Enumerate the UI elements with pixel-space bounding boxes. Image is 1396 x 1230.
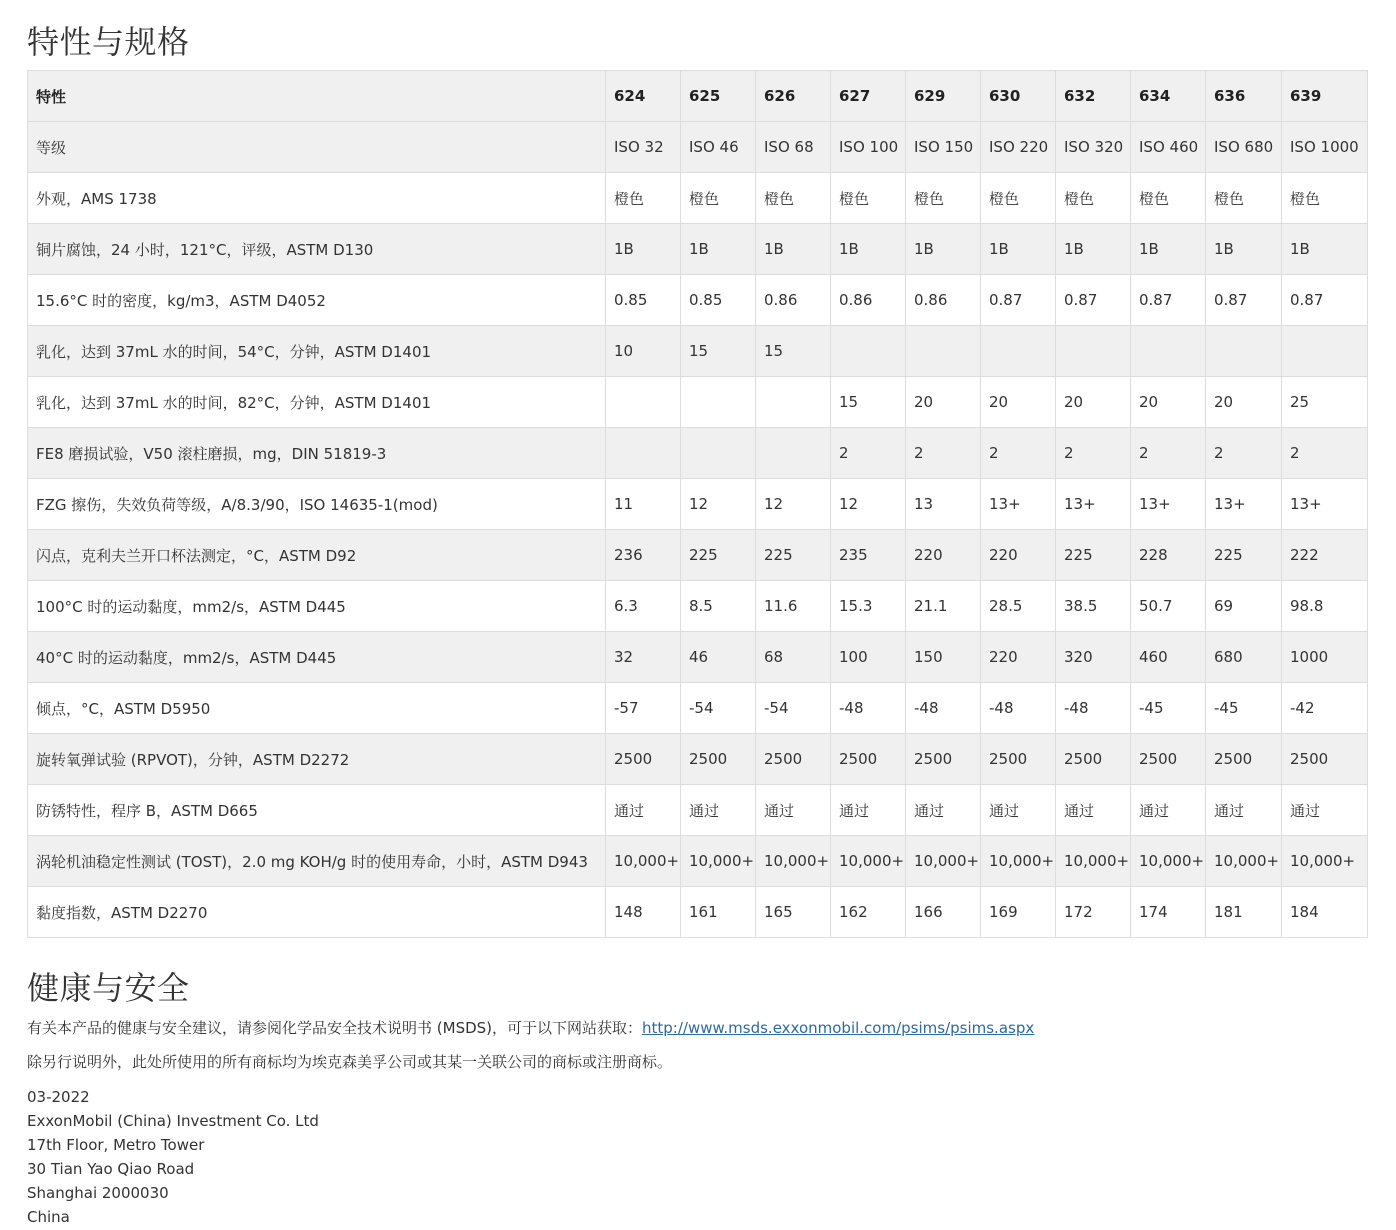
header-grade: 626 (756, 71, 831, 122)
value-cell: -45 (1206, 683, 1282, 734)
address-city: Shanghai 2000030 (27, 1184, 169, 1202)
table-row (28, 173, 1368, 224)
table-row (28, 326, 1368, 377)
value-cell: ISO 68 (756, 122, 831, 173)
value-cell: 28.5 (981, 581, 1056, 632)
trademark-paragraph: 除另行说明外，此处所使用的所有商标均为埃克森美孚公司或其某一关联公司的商标或注册商标。 (27, 1053, 673, 1071)
value-cell: -54 (756, 683, 831, 734)
value-cell: 通过 (681, 785, 756, 836)
value-cell: 12 (756, 479, 831, 530)
value-cell: 通过 (756, 785, 831, 836)
value-cell: 2500 (1206, 734, 1282, 785)
value-cell: 98.8 (1282, 581, 1368, 632)
value-cell: 236 (606, 530, 681, 581)
value-cell: 橙色 (1056, 173, 1131, 224)
value-cell: 1B (831, 224, 906, 275)
value-cell: 0.87 (1206, 275, 1282, 326)
table-row (28, 428, 1368, 479)
value-cell: 通过 (906, 785, 981, 836)
value-cell: 2 (1282, 428, 1368, 479)
value-cell: 1B (681, 224, 756, 275)
specs-section-title: 特性与规格 (27, 23, 190, 61)
value-cell: 10,000+ (756, 836, 831, 887)
value-cell: 橙色 (681, 173, 756, 224)
value-cell: -57 (606, 683, 681, 734)
table-row (28, 581, 1368, 632)
header-grade: 630 (981, 71, 1056, 122)
value-cell: -48 (831, 683, 906, 734)
header-grade: 634 (1131, 71, 1206, 122)
value-cell: 10,000+ (681, 836, 756, 887)
value-cell: 12 (831, 479, 906, 530)
value-cell: 10,000+ (1056, 836, 1131, 887)
value-cell: 橙色 (756, 173, 831, 224)
value-cell: 通过 (831, 785, 906, 836)
value-cell: 10,000+ (906, 836, 981, 887)
value-cell: 橙色 (906, 173, 981, 224)
value-cell: 460 (1131, 632, 1206, 683)
value-cell: 通过 (1282, 785, 1368, 836)
value-cell: 2500 (831, 734, 906, 785)
header-property: 特性 (28, 71, 606, 122)
value-cell: -54 (681, 683, 756, 734)
value-cell: 2 (1056, 428, 1131, 479)
value-cell: 15 (756, 326, 831, 377)
value-cell: ISO 220 (981, 122, 1056, 173)
value-cell: 220 (906, 530, 981, 581)
value-cell: 2500 (981, 734, 1056, 785)
property-name-cell: 铜片腐蚀，24 小时，121°C，评级，ASTM D130 (28, 224, 606, 275)
table-row (28, 377, 1368, 428)
value-cell: 1000 (1282, 632, 1368, 683)
value-cell: 13+ (1056, 479, 1131, 530)
value-cell: 32 (606, 632, 681, 683)
property-name-cell: FZG 擦伤，失效负荷等级，A/8.3/90，ISO 14635-1(mod) (28, 479, 606, 530)
value-cell: 2 (1131, 428, 1206, 479)
property-name-cell: 防锈特性，程序 B，ASTM D665 (28, 785, 606, 836)
value-cell: 橙色 (1282, 173, 1368, 224)
value-cell: 25 (1282, 377, 1368, 428)
value-cell: -42 (1282, 683, 1368, 734)
property-name-cell: 旋转氧弹试验 (RPVOT)，分钟，ASTM D2272 (28, 734, 606, 785)
value-cell: 220 (981, 632, 1056, 683)
value-cell: 1B (1206, 224, 1282, 275)
value-cell: ISO 32 (606, 122, 681, 173)
value-cell (756, 377, 831, 428)
value-cell (606, 377, 681, 428)
value-cell: 1B (1131, 224, 1206, 275)
value-cell: 8.5 (681, 581, 756, 632)
value-cell: ISO 100 (831, 122, 906, 173)
value-cell: 0.87 (1282, 275, 1368, 326)
value-cell: 13+ (1206, 479, 1282, 530)
value-cell: 1B (756, 224, 831, 275)
revision-date: 03-2022 (27, 1088, 90, 1106)
value-cell: 1B (1282, 224, 1368, 275)
value-cell: 6.3 (606, 581, 681, 632)
health-section-title: 健康与安全 (27, 969, 190, 1007)
value-cell: 10,000+ (606, 836, 681, 887)
value-cell: 225 (756, 530, 831, 581)
value-cell (681, 377, 756, 428)
value-cell: 20 (1131, 377, 1206, 428)
value-cell (906, 326, 981, 377)
value-cell: 21.1 (906, 581, 981, 632)
value-cell: 12 (681, 479, 756, 530)
value-cell: 169 (981, 887, 1056, 938)
value-cell: 1B (981, 224, 1056, 275)
value-cell: 10,000+ (981, 836, 1056, 887)
value-cell: 148 (606, 887, 681, 938)
value-cell: 橙色 (606, 173, 681, 224)
property-name-cell: 100°C 时的运动黏度，mm2/s，ASTM D445 (28, 581, 606, 632)
value-cell: 通过 (1056, 785, 1131, 836)
value-cell: 0.86 (831, 275, 906, 326)
value-cell (1206, 326, 1282, 377)
value-cell: 20 (906, 377, 981, 428)
table-row (28, 836, 1368, 887)
value-cell (1131, 326, 1206, 377)
value-cell: 174 (1131, 887, 1206, 938)
value-cell: 222 (1282, 530, 1368, 581)
value-cell: 13+ (1282, 479, 1368, 530)
value-cell: -48 (1056, 683, 1131, 734)
value-cell: ISO 320 (1056, 122, 1131, 173)
header-grade: 625 (681, 71, 756, 122)
value-cell: 225 (1056, 530, 1131, 581)
value-cell (606, 428, 681, 479)
value-cell: 69 (1206, 581, 1282, 632)
table-row (28, 122, 1368, 173)
value-cell (1282, 326, 1368, 377)
value-cell: 2 (981, 428, 1056, 479)
header-grade: 636 (1206, 71, 1282, 122)
value-cell: 2 (831, 428, 906, 479)
value-cell: 1B (906, 224, 981, 275)
value-cell: -48 (906, 683, 981, 734)
value-cell: 11.6 (756, 581, 831, 632)
value-cell: 166 (906, 887, 981, 938)
value-cell: 20 (981, 377, 1056, 428)
value-cell: 100 (831, 632, 906, 683)
value-cell: ISO 150 (906, 122, 981, 173)
value-cell: 15.3 (831, 581, 906, 632)
value-cell: 2500 (606, 734, 681, 785)
specs-table (27, 70, 1368, 938)
value-cell: 680 (1206, 632, 1282, 683)
value-cell: 2500 (1282, 734, 1368, 785)
value-cell: 2500 (1056, 734, 1131, 785)
header-grade: 632 (1056, 71, 1131, 122)
value-cell (831, 326, 906, 377)
value-cell: 2500 (1131, 734, 1206, 785)
value-cell: 橙色 (1206, 173, 1282, 224)
table-row (28, 734, 1368, 785)
value-cell: 228 (1131, 530, 1206, 581)
value-cell: 2 (906, 428, 981, 479)
value-cell: 15 (831, 377, 906, 428)
value-cell (1056, 326, 1131, 377)
value-cell: 20 (1206, 377, 1282, 428)
value-cell: 通过 (1206, 785, 1282, 836)
msds-link[interactable]: http://www.msds.exxonmobil.com/psims/psims.aspx (642, 1019, 1035, 1037)
property-name-cell: 倾点，°C，ASTM D5950 (28, 683, 606, 734)
value-cell: 13+ (1131, 479, 1206, 530)
property-name-cell: 外观，AMS 1738 (28, 173, 606, 224)
table-row (28, 683, 1368, 734)
value-cell: 20 (1056, 377, 1131, 428)
value-cell: -45 (1131, 683, 1206, 734)
header-grade: 629 (906, 71, 981, 122)
table-row (28, 632, 1368, 683)
address-block (27, 1085, 319, 1229)
value-cell: ISO 680 (1206, 122, 1282, 173)
value-cell: 2500 (906, 734, 981, 785)
value-cell: 13 (906, 479, 981, 530)
table-header-row (28, 71, 1368, 122)
value-cell: 0.87 (1131, 275, 1206, 326)
value-cell: 橙色 (981, 173, 1056, 224)
value-cell: ISO 1000 (1282, 122, 1368, 173)
value-cell: 50.7 (1131, 581, 1206, 632)
value-cell: 10,000+ (1206, 836, 1282, 887)
value-cell: 0.85 (606, 275, 681, 326)
value-cell: 38.5 (1056, 581, 1131, 632)
property-name-cell: 40°C 时的运动黏度，mm2/s，ASTM D445 (28, 632, 606, 683)
value-cell: 15 (681, 326, 756, 377)
value-cell: 通过 (606, 785, 681, 836)
value-cell: 172 (1056, 887, 1131, 938)
value-cell: 2500 (681, 734, 756, 785)
header-grade: 624 (606, 71, 681, 122)
value-cell: 2500 (756, 734, 831, 785)
property-name-cell: 闪点，克利夫兰开口杯法测定，°C，ASTM D92 (28, 530, 606, 581)
value-cell: 2 (1206, 428, 1282, 479)
table-row (28, 530, 1368, 581)
table-row (28, 785, 1368, 836)
value-cell: 10,000+ (831, 836, 906, 887)
property-name-cell: 涡轮机油稳定性测试 (TOST)，2.0 mg KOH/g 时的使用寿命，小时，ASTM D943 (28, 836, 606, 887)
value-cell: 0.87 (1056, 275, 1131, 326)
msds-paragraph (27, 1017, 1034, 1038)
value-cell: 10 (606, 326, 681, 377)
value-cell: 10,000+ (1131, 836, 1206, 887)
value-cell: 320 (1056, 632, 1131, 683)
value-cell: 235 (831, 530, 906, 581)
address-line-1: 17th Floor, Metro Tower (27, 1136, 205, 1154)
value-cell: -48 (981, 683, 1056, 734)
property-name-cell: 黏度指数，ASTM D2270 (28, 887, 606, 938)
address-country: China (27, 1208, 70, 1226)
value-cell: 0.86 (756, 275, 831, 326)
value-cell: 150 (906, 632, 981, 683)
header-grade: 627 (831, 71, 906, 122)
table-row (28, 224, 1368, 275)
msds-text: 有关本产品的健康与安全建议，请参阅化学品安全技术说明书 (MSDS)，可于以下网站获取： (27, 1019, 643, 1037)
value-cell: 10,000+ (1282, 836, 1368, 887)
value-cell: 通过 (1131, 785, 1206, 836)
value-cell (681, 428, 756, 479)
value-cell: 通过 (981, 785, 1056, 836)
value-cell: 0.87 (981, 275, 1056, 326)
property-name-cell: 乳化，达到 37mL 水的时间，82°C，分钟，ASTM D1401 (28, 377, 606, 428)
value-cell: 184 (1282, 887, 1368, 938)
value-cell: 橙色 (1131, 173, 1206, 224)
value-cell: 1B (1056, 224, 1131, 275)
value-cell: 165 (756, 887, 831, 938)
table-row (28, 887, 1368, 938)
value-cell: 181 (1206, 887, 1282, 938)
property-name-cell: FE8 磨损试验，V50 滚柱磨损，mg，DIN 51819-3 (28, 428, 606, 479)
value-cell: 橙色 (831, 173, 906, 224)
value-cell (981, 326, 1056, 377)
value-cell (756, 428, 831, 479)
value-cell: 13+ (981, 479, 1056, 530)
header-grade: 639 (1282, 71, 1368, 122)
value-cell: 1B (606, 224, 681, 275)
table-row (28, 479, 1368, 530)
value-cell: 220 (981, 530, 1056, 581)
property-name-cell: 等级 (28, 122, 606, 173)
value-cell: 68 (756, 632, 831, 683)
value-cell: 11 (606, 479, 681, 530)
property-name-cell: 乳化，达到 37mL 水的时间，54°C，分钟，ASTM D1401 (28, 326, 606, 377)
address-line-2: 30 Tian Yao Qiao Road (27, 1160, 195, 1178)
value-cell: 0.86 (906, 275, 981, 326)
value-cell: 0.85 (681, 275, 756, 326)
value-cell: 46 (681, 632, 756, 683)
company-name: ExxonMobil (China) Investment Co. Ltd (27, 1112, 319, 1130)
value-cell: 161 (681, 887, 756, 938)
value-cell: ISO 46 (681, 122, 756, 173)
table-row (28, 275, 1368, 326)
value-cell: 162 (831, 887, 906, 938)
value-cell: 225 (1206, 530, 1282, 581)
value-cell: ISO 460 (1131, 122, 1206, 173)
property-name-cell: 15.6°C 时的密度，kg/m3，ASTM D4052 (28, 275, 606, 326)
value-cell: 225 (681, 530, 756, 581)
